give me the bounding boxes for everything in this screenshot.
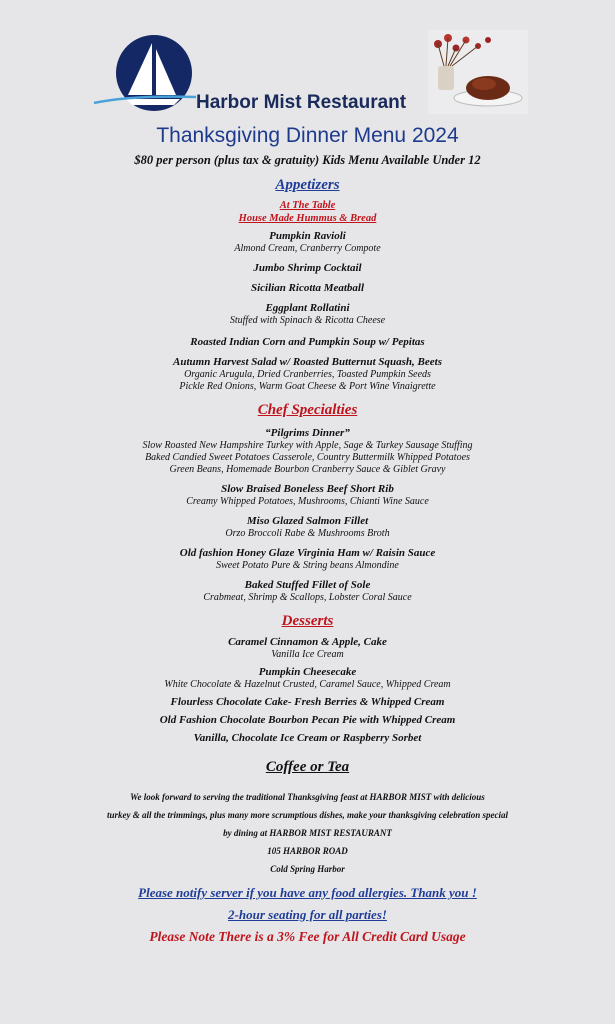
menu-item-description: Orzo Broccoli Rabe & Mushrooms Broth	[225, 528, 390, 539]
menu-item	[0, 514, 615, 540]
menu-item	[0, 665, 615, 691]
menu-body	[0, 176, 615, 948]
at-the-table-label: At The Table	[279, 200, 336, 211]
specialties-list	[0, 426, 615, 604]
menu-item	[0, 482, 615, 508]
menu-item	[0, 731, 615, 745]
price-line: $80 per person (plus tax & gratuity) Kids Menu Available Under 12	[134, 153, 481, 167]
menu-item	[0, 426, 615, 476]
credit-card-fee-note: Please Note There is a 3% Fee for All Credit Card Usage	[149, 929, 466, 944]
menu-item-name: Jumbo Shrimp Cocktail	[253, 262, 362, 274]
hummus-label: House Made Hummus & Bread	[238, 213, 377, 224]
menu-item-name: Old fashion Honey Glaze Virginia Ham w/ Raisin Sauce	[179, 547, 436, 559]
chef-specialties-heading: Chef Specialties	[257, 402, 358, 418]
menu-item-name: Pumpkin Ravioli	[269, 230, 346, 242]
menu-item-description: Pickle Red Onions, Warm Goat Cheese & Port Wine Vinaigrette	[179, 381, 436, 392]
menu-item	[0, 713, 615, 727]
menu-item-name: Roasted Indian Corn and Pumpkin Soup w/ Pepitas	[190, 336, 425, 348]
menu-item-name: Flourless Chocolate Cake- Fresh Berries & Whipped Cream	[170, 696, 445, 708]
appetizers-list	[0, 229, 615, 393]
menu-item	[0, 695, 615, 709]
menu-item-name: Autumn Harvest Salad w/ Roasted Butternut Squash, Beets	[173, 356, 442, 368]
menu-item-description: Vanilla Ice Cream	[271, 649, 344, 660]
closing-line: by dining at HARBOR MIST RESTAURANT	[223, 828, 392, 838]
menu-item-name: Miso Glazed Salmon Fillet	[246, 515, 369, 527]
menu-item	[0, 578, 615, 604]
menu-item-description: Creamy Whipped Potatoes, Mushrooms, Chianti Wine Sauce	[186, 496, 429, 507]
menu-item	[0, 281, 615, 295]
menu-item	[0, 635, 615, 661]
menu-item-description: Crabmeat, Shrimp & Scallops, Lobster Coral Sauce	[203, 592, 412, 603]
menu-item-description: Sweet Potato Pure & String beans Almondine	[216, 560, 399, 571]
allergy-note: Please notify server if you have any food allergies. Thank you !	[138, 885, 477, 900]
menu-item	[0, 335, 615, 349]
menu-item-name: Old Fashion Chocolate Bourbon Pecan Pie with Whipped Cream	[159, 714, 456, 726]
menu-item	[0, 546, 615, 572]
menu-item-description: Stuffed with Spinach & Ricotta Cheese	[229, 315, 386, 326]
coffee-or-tea-heading: Coffee or Tea	[265, 759, 350, 775]
menu-item-name: Eggplant Rollatini	[265, 302, 350, 314]
menu-item-description: Organic Arugula, Dried Cranberries, Toasted Pumpkin Seeds	[184, 369, 431, 380]
menu-item-description: Almond Cream, Cranberry Compote	[234, 243, 381, 254]
menu-item-description: Baked Candied Sweet Potatoes Casserole, Country Buttermilk Whipped Potatoes	[145, 452, 470, 463]
desserts-heading: Desserts	[281, 613, 334, 629]
address-line: 105 HARBOR ROAD	[267, 846, 348, 856]
menu-item	[0, 355, 615, 393]
menu-item-name: Baked Stuffed Fillet of Sole	[244, 579, 371, 591]
appetizers-heading: Appetizers	[275, 177, 340, 193]
closing-line: We look forward to serving the traditional Thanksgiving feast at HARBOR MIST with delicious	[130, 792, 485, 802]
menu-item-description: Green Beans, Homemade Bourbon Cranberry Sauce & Giblet Gravy	[169, 464, 446, 475]
restaurant-name: Harbor Mist Restaurant	[196, 92, 407, 113]
menu-item	[0, 261, 615, 275]
menu-title: Thanksgiving Dinner Menu 2024	[156, 124, 459, 147]
closing-message	[0, 788, 615, 878]
town-line: Cold Spring Harbor	[270, 864, 345, 874]
menu-item-name: Pumpkin Cheesecake	[258, 666, 357, 678]
menu-item-name: Sicilian Ricotta Meatball	[250, 282, 365, 294]
sailboat-logo-icon	[92, 33, 196, 113]
menu-item-name: Vanilla, Chocolate Ice Cream or Raspberry Sorbet	[193, 732, 422, 744]
menu-item-name: “Pilgrims Dinner”	[265, 427, 350, 439]
menu-item-name: Caramel Cinnamon & Apple, Cake	[228, 636, 387, 648]
seating-note: 2-hour seating for all parties!	[228, 907, 387, 922]
closing-line: turkey & all the trimmings, plus many more scrumptious dishes, make your thanksgiving celebration special	[106, 810, 509, 820]
menu-item-name: Slow Braised Boneless Beef Short Rib	[221, 483, 394, 495]
menu-item-description: White Chocolate & Hazelnut Crusted, Caramel Sauce, Whipped Cream	[164, 679, 451, 690]
menu-item	[0, 229, 615, 255]
menu-item-description: Slow Roasted New Hampshire Turkey with Apple, Sage & Turkey Sausage Stuffing	[142, 440, 473, 451]
menu-item	[0, 301, 615, 327]
desserts-list	[0, 635, 615, 745]
